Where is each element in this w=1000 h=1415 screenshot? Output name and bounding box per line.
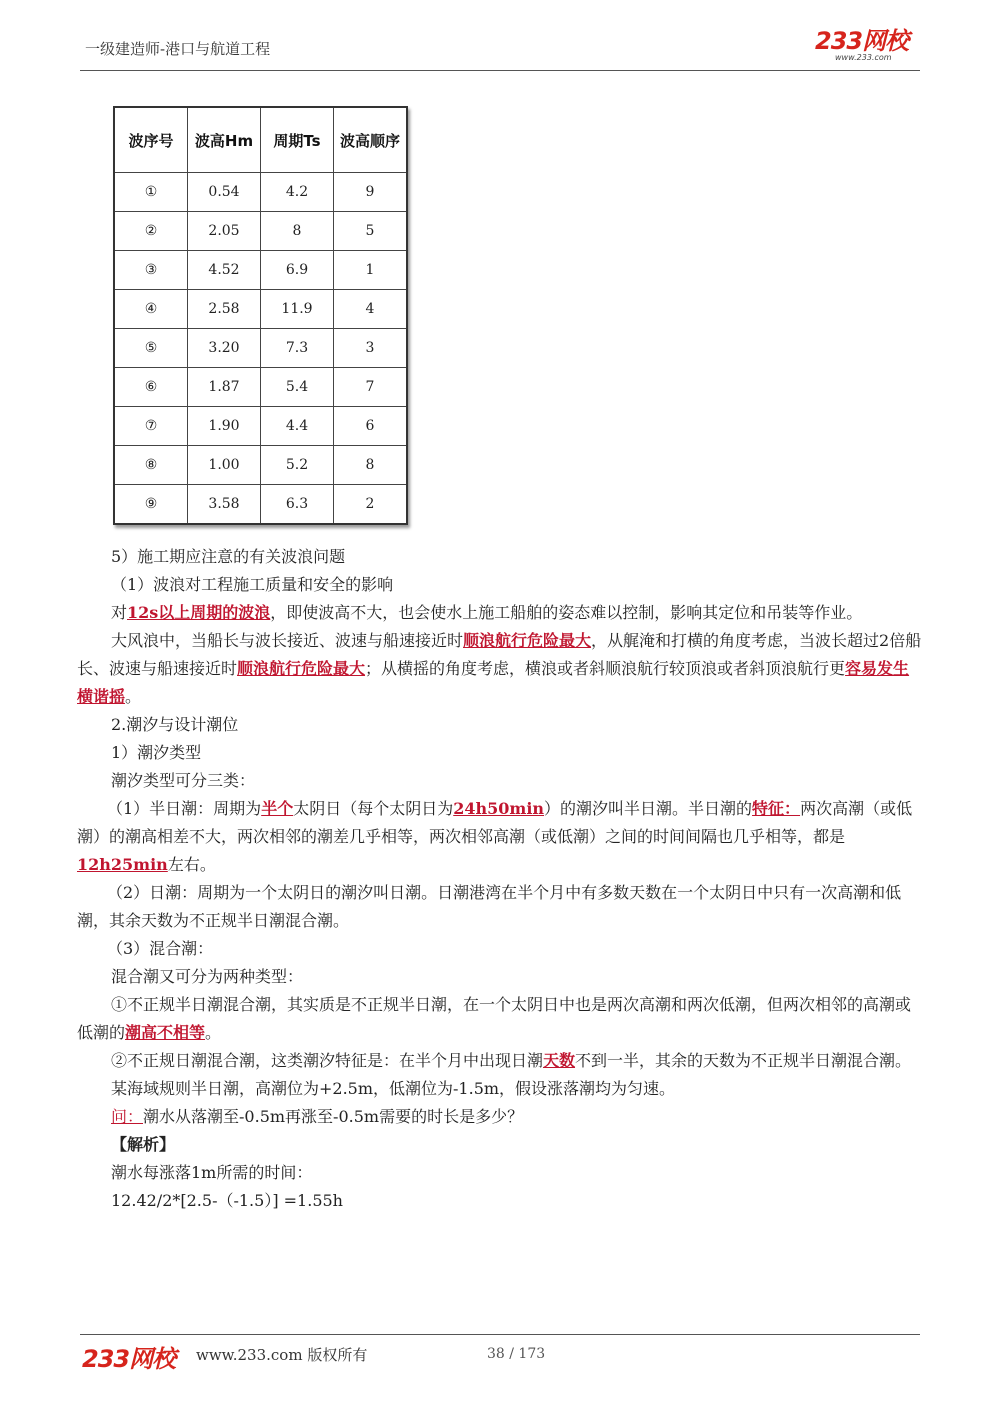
paragraph: 潮汐类型可分三类： [111,771,256,790]
text-span: 对 [111,603,128,622]
text-span: 。 [125,687,142,706]
paragraph [77,795,923,879]
formula: 12.42/2*[2.5-（-1.5）] =1.55h [111,1191,343,1210]
document-header-title: 一级建造师-港口与航道工程 [85,40,271,58]
text-span: ②不正规日潮混合潮，这类潮汐特征是：在半个月中出现日潮 [111,1051,544,1070]
table-cell: 5 [334,212,408,251]
question [77,1103,923,1131]
text-span: 左右。 [167,855,216,874]
subsection-heading: 1）潮汐类型 [111,743,202,762]
table-row [114,290,407,329]
wave-data-table [113,106,408,525]
table-cell: 2 [334,485,408,525]
text-span: 太阴日（每个太阴日为 [293,799,454,818]
table-cell: ③ [114,251,188,290]
footer-divider [80,1334,920,1335]
text-span: 。 [205,1023,222,1042]
header-divider [80,70,920,71]
highlight-text: 容易发生横谐摇 [77,659,910,706]
text-span: ，从艉淹和打横的角度考虑，当波长超过2倍船长、波速与船速接近时 [77,631,922,678]
table-cell: 3.58 [188,485,261,525]
table-cell: ① [114,173,188,212]
table-cell: 9 [334,173,408,212]
highlight-text: 12s以上周期的波浪 [127,603,271,622]
highlight-text: 特征： [752,799,801,818]
highlight-text: 天数 [543,1051,576,1070]
table-cell: 1.87 [188,368,261,407]
table-cell: 6.9 [261,251,334,290]
paragraph [77,1047,923,1075]
table-cell: ② [114,212,188,251]
text-span: 不到一半，其余的天数为不正规半日潮混合潮。 [575,1051,912,1070]
footer-logo[interactable]: 233网校 [82,1345,176,1373]
table-cell: 0.54 [188,173,261,212]
table-cell: 6.3 [261,485,334,525]
table-cell: ⑤ [114,329,188,368]
table-cell: 4 [334,290,408,329]
table-cell: 8 [261,212,334,251]
paragraph: 某海域规则半日潮，高潮位为+2.5m，低潮位为-1.5m，假设涨落潮均为匀速。 [111,1079,676,1098]
table-cell: 2.05 [188,212,261,251]
text-span: ）的潮汐叫半日潮。半日潮的 [544,799,753,818]
table-cell: 3.20 [188,329,261,368]
table-row [114,173,407,212]
table-cell: ⑥ [114,368,188,407]
question-label: 问： [111,1107,144,1126]
text-span: 潮水从落潮至-0.5m再涨至-0.5m需要的时长是多少？ [143,1107,524,1126]
paragraph: 混合潮又可分为两种类型： [111,967,304,986]
table-cell: 5.4 [261,368,334,407]
paragraph: （2）日潮：周期为一个太阴日的潮汐叫日潮。日潮港湾在半个月中有多数天数在一个太阴日中只有一次高潮和低潮，其余天数为不正规半日潮混合潮。 [77,883,902,930]
table-cell: 1.90 [188,407,261,446]
table-cell: 2.58 [188,290,261,329]
table-cell: 7.3 [261,329,334,368]
text-span: 两次高潮（或低潮）的潮高相差不大，两次相邻的潮差几乎相等，两次相邻高潮（或低潮）之间的时间间隔也几乎相等，都是 [77,799,913,846]
section-heading: 5）施工期应注意的有关波浪问题 [111,547,346,566]
table-cell: ④ [114,290,188,329]
brand-logo-url: www.233.com [835,53,892,62]
table-cell: 3 [334,329,408,368]
page-number: 38 / 173 [487,1346,546,1362]
table-cell: 1 [334,251,408,290]
text-span: 大风浪中，当船长与波长接近、波速与船速接近时 [111,631,464,650]
table-row [114,329,407,368]
analysis-heading: 【解析】 [111,1135,176,1154]
document-body [77,543,923,1215]
table-row [114,407,407,446]
brand-logo-text: 233网校 [815,27,909,55]
table-cell: ⑧ [114,446,188,485]
subsection-heading: （1）波浪对工程施工质量和安全的影响 [111,575,394,594]
brand-logo[interactable] [815,28,925,64]
table-cell: 6 [334,407,408,446]
paragraph [77,627,923,711]
table-cell: ⑦ [114,407,188,446]
highlight-text: 12h25min [77,855,168,874]
table-row [114,485,407,525]
text-span: ①不正规半日潮混合潮，其实质是不正规半日潮，在一个太阴日中也是两次高潮和两次低潮，但两次相邻的高潮或低潮的 [77,995,912,1042]
text-span: ；从横摇的角度考虑，横浪或者斜顺浪航行较顶浪或者斜顶浪航行更 [365,659,846,678]
highlight-text: 24h50min [453,799,545,818]
table-cell: ⑨ [114,485,188,525]
highlight-text: 顺浪航行危险最大 [237,659,366,678]
highlight-text: 半个 [261,799,294,818]
table-cell: 4.52 [188,251,261,290]
table-cell: 11.9 [261,290,334,329]
column-header: 波高Hm [188,107,261,173]
table-header-row [114,107,407,173]
text-span: ，即使波高不大，也会使水上施工船舶的姿态难以控制，影响其定位和吊装等作业。 [270,603,863,622]
column-header: 周期Ts [261,107,334,173]
paragraph: 潮水每涨落1m所需的时间： [111,1163,313,1182]
paragraph [77,599,923,627]
paragraph [77,991,923,1047]
footer-copyright: www.233.com 版权所有 [196,1346,368,1364]
table-row [114,212,407,251]
table-row [114,251,407,290]
table-row [114,368,407,407]
table-cell: 4.4 [261,407,334,446]
column-header: 波序号 [114,107,188,173]
table-cell: 1.00 [188,446,261,485]
table-cell: 8 [334,446,408,485]
highlight-text: 顺浪航行危险最大 [463,631,592,650]
table-cell: 7 [334,368,408,407]
table-row [114,446,407,485]
column-header: 波高顺序 [334,107,408,173]
table-cell: 5.2 [261,446,334,485]
section-heading: 2.潮汐与设计潮位 [111,715,239,734]
highlight-text: 潮高不相等 [125,1023,206,1042]
table-cell: 4.2 [261,173,334,212]
paragraph: （3）混合潮： [107,939,214,958]
text-span: （1）半日潮：周期为 [107,799,262,818]
